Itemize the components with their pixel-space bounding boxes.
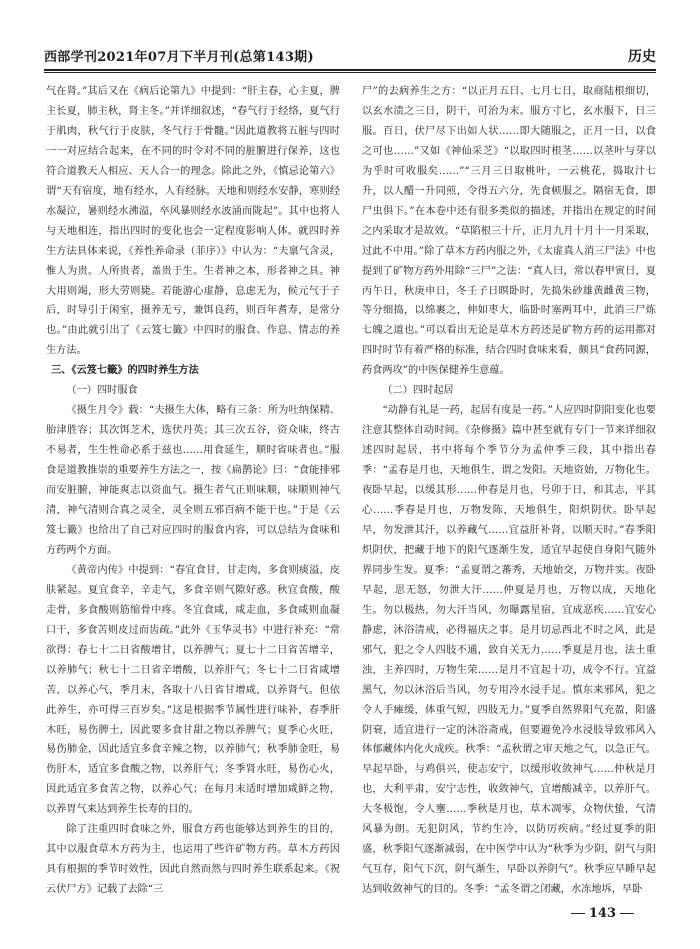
section-heading: 三、《云笈七籤》的四时养生方法 <box>51 364 199 377</box>
header-rule-thick <box>44 69 656 71</box>
page-footer <box>567 906 638 921</box>
page-header <box>44 40 656 68</box>
journal-title: 西部学刊2021年07月下半月刊(总第143期) <box>44 50 314 65</box>
paragraph: 除了注重四时食味之外，服食方药也能够达到养生的目的，其中以服食草木方药为主，也运用了些许矿物方药。草木方药因具有根据的季节时效性，因此自然而然与四时养生联系起来。《祝云伏尸方》记载了去除“三 <box>46 824 340 896</box>
section-title: 历史 <box>628 49 656 65</box>
paragraph: 《摄生月令》载：“夫摄生大体，略有三条：所为吐纳保精、胎津胜容；其次饵芝术，选伏丹英；其三次五谷，资众味，终古不易者，生生性命必系于兹也……用食延生，顺时省味者也。”服食是道教推崇的重要养生方法之一，按《扁鹊论》曰：“食能排邪而安脏腑，神能爽志以资血气。摄生者气正则味顺，味顺则神气清，神气清则合真之灵全，灵全则五邪百病不能干也。”于是《云笈七籤》也给出了自己对应四时的服食内容，可以总结为食味和方药两个方面。 <box>46 405 340 556</box>
subsection-heading: （一）四时服食 <box>66 385 138 397</box>
footer-dash-right <box>620 913 634 914</box>
right-column <box>362 82 656 900</box>
paragraph: 《黄帝内传》中提到：“春宜食甘，甘走肉，多食则痰溢，皮肤紧起。夏宜食辛，辛走气，多食辛则气隙好惑。秋宜食酸，酸走骨，多食酸则筋缩骨中疼。冬宜食咸，咸走血，多食咸则血凝口干，多食苦则皮过而齿疏。”此外《玉华灵书》中进行补充：“常欲得：春七十二日省酸增甘，以养脾气；夏七十二日省苦增辛，以养肺气；秋七十二日省辛增酸，以养肝气；冬七十二日省咸增苦，以养心气，季月末，各取十八日省甘增咸，以养肾气。但依此养生，亦可得三百岁矣。”这是根据季节属性进行味补，春季肝木旺，易伤脾土，因此要多食甘甜之物以养脾气；夏季心火旺，易伤肺金，因此适宜多食辛辣之物，以养肺气；秋季肺金旺，易伤肝木，适宜多食酸之物，以养肝气；冬季肾水旺，易伤心火，因此适宜多食苦之物，以养心气；在每月末适时增加咸鲜之物，以养胃气来达到养生长寿的目的。 <box>46 564 340 816</box>
header-rule-thin <box>44 72 656 73</box>
footer-dash-left <box>571 913 585 914</box>
paragraph: “动静有礼是一药，起居有度是一药。”人应四时阴阳变化也要注意其整体自动时间。《杂修摄》篇中甚至就有专门一节来详细叙述四时起居，书中将每个季节分为孟仲季三段，其中指出春季：“孟春是月也，天地俱生，谓之发阳。天地资始，万物化生。夜卧早起，以缓其形……仲春是月也，号卯于日，和其志，平其心……季春是月也，万物发陈，天地俱生，阳炽阴伏。卧早起早，勿发泄其汗，以养藏气……宜益肝补肾，以顺天时。”春季阳炽阴伏，把藏于地下的阳气逐渐生发，适宜早起使自身阳气随外界同步生发。夏季：“孟夏谓之蕃秀，天地始交，万物并实。夜卧早起，思无怒，勿泄大汗……仲夏是月也，万物以成，天地化生。勿以极热，勿大汗当风，勿曝露星宿，宜成恶疾……宜安心静虑，沐浴清戒，必得福庆之事。是月切忌西北不时之风，此是邪气，犯之令人四肢不通，致自关无力……季夏是月也，法土重浊，主养四时，万物生荣……是月不宜起十功，成令不行。宜益黑气，勿以沐浴后当风，勿专用冷水浸手足。慎东来邪风，犯之令人手瘫缓，体重气短，四肢无力。”夏季自然界阳气充盈，阳盛阴衰，适宜进行一定的沐浴斋戒，但要避免冷水浸肢导致邪风入体郁藏体内化火成疾。秋季：“孟秋谓之审天地之气，以急正气。早起早卧，与鸡俱兴，使志安宁，以缓形收敛神气……仲秋是月也，大利平肃，安宁志性，收敛神气，宜增酸减辛，以养肝气。大冬极饱，令人壅……季秋是月也，草木凋零，众物伏蛰，气清风暴为朗。无犯阴风，节约生冷，以防厉疾病。”经过夏季的阳盛，秋季阳气逐渐减弱，在中医学中认为“秋季为少阴，阴气与阳气互存，阳气下沉，阴气渐生，早卧以养阴气”。秋季应早睡早起达到收敛神气的目的。冬季：“孟冬谓之闭藏，水冻地坼，早卧 <box>362 405 656 896</box>
left-column <box>46 82 340 900</box>
paragraph: 气在肾。”其后又在《病后论第九》中提到：“肝主春，心主夏，脾主长夏，肺主秋，肾主冬。”并详细叙述，“春气行于经络，夏气行于肌肉，秋气行于皮肤，冬气行于骨髓。”因此道教将五脏与四时一一对应结合起来，在不同的时令对不同的脏腑进行保养，这也符合道教天人相应、天人合一的理念。除此之外，《慎忌论第六》谓“天有宿度，地有经水，人有经脉。天地和则经水安静，寒则经水凝泣，暑则经水沸溢，卒风暴则经水波涌而陇起”。其中也将人与天地相连，指出四时的变化也会一定程度影响人体。就四时养生方法具体来说，《养性养命录（菲序）》中认为：“夫禀气含灵，惟人为贵。人所贵者，盖贵于生。生者神之本，形者神之具。神大用则竭，形大劳则毙。若能游心虚静，息虑无为，候元气于子后，时导引于闲室，摄养无亏，兼饵良药，则百年耆寿，是常分也。”由此就引出了《云笈七籤》中四时的服食、作息、情志的养生方法。 <box>46 86 340 357</box>
paragraph: 尸”的去病养生之方：“以正月五日、七月七日，取商陆根细切，以玄水渍之三日，阴干，可治为末。服方寸匕，玄水服下，日三服。百日，伏尸尽下出如人状……即大随服之，正月一日，以食之可也……”又如《神仙采芝》“以取四时根茎……以茎叶与芽以为乎时可收服矣……”“三月三日取桃叶，一云桃花，捣取汁七升，以人醋一升同煎，令得五六分，先食顿服之。隔宿无食，即尸虫俱下。”在本卷中还有很多类似的描述，并指出在规定的时间之内采取才是故效。“草陷根三十斤，正月九月十月十一月采取，过此不中用。”除了草木方药内服之外，《太虚真人消三尸法》中也提到了矿物方药外用除“三尸”之法：“真人曰，常以春甲寅日，夏丙午日，秋庚申日，冬壬子日暝卧时，先捣朱砂雄黄雌黄三物，等分细捣，以绵裹之，伸如枣大，临卧时塞两耳中，此消三尸炼七魄之道也。”可以看出无论是草木方药还是矿物方药的运用都对四时时节有着严格的标准，结合四时食味来看，颇具“食药同源，药食两攻”的中医保健养生意蕴。 <box>362 86 656 377</box>
page-number: 143 <box>588 906 616 921</box>
subsection-heading: （二）四时起居 <box>382 385 454 397</box>
